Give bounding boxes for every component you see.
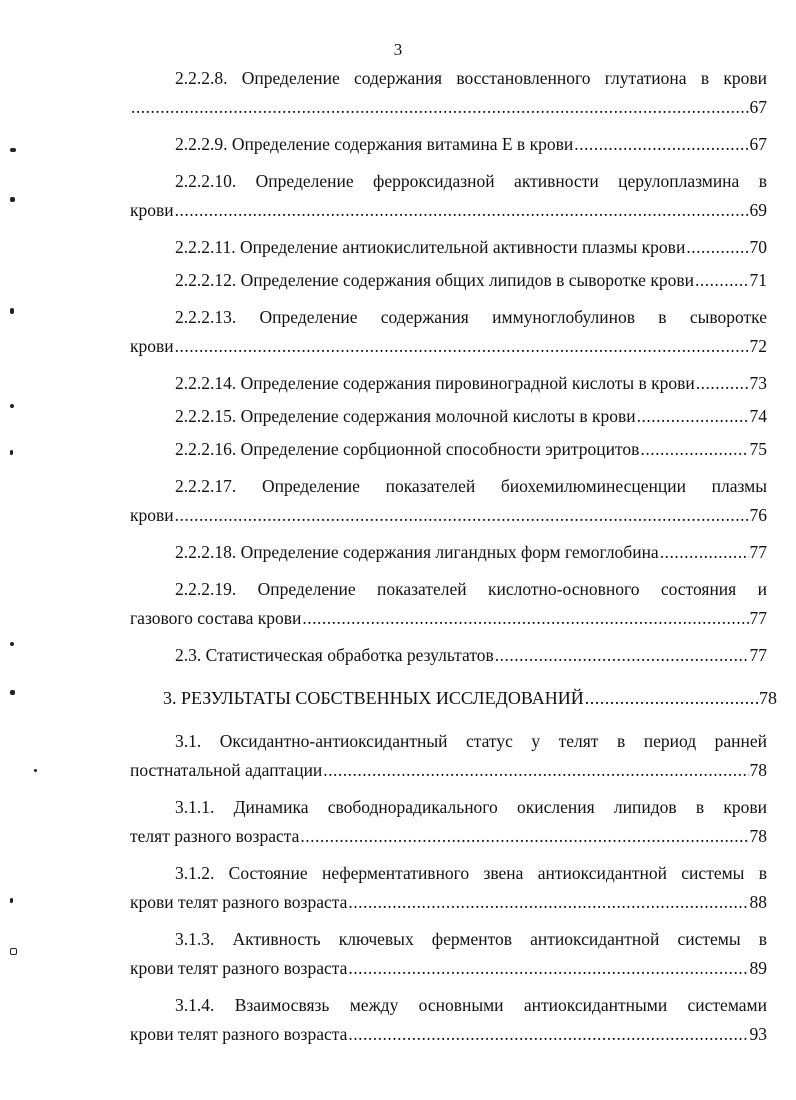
table-of-contents	[130, 64, 777, 1049]
toc-entry[interactable]	[130, 575, 767, 633]
toc-entry-title: 2.2.2.9. Определение содержания витамина Е в крови	[175, 134, 574, 154]
scan-speck	[10, 197, 15, 202]
toc-entry-title: 2.2.2.15. Определение содержания молочной кислоты в крови	[175, 406, 636, 426]
toc-entry-title: 3.1.2. Состояние неферментативного звена антиоксидантной системы в	[175, 863, 767, 883]
toc-page-number: 78	[749, 826, 767, 846]
toc-entry-title: 2.2.2.14. Определение содержания пировиноградной кислоты в крови	[175, 373, 695, 393]
dot-leader	[323, 756, 748, 785]
toc-page-number: 77	[749, 542, 767, 562]
toc-entry[interactable]	[130, 167, 767, 225]
toc-entry[interactable]	[130, 233, 767, 262]
toc-entry[interactable]	[130, 472, 767, 530]
toc-entry[interactable]	[130, 369, 767, 398]
scan-speck	[10, 404, 14, 408]
toc-page-number: 70	[749, 237, 767, 257]
toc-page-number: 89	[749, 958, 767, 978]
dot-leader	[640, 435, 748, 464]
dot-leader	[637, 402, 749, 431]
toc-entry-title: 2.2.2.8. Определение содержания восстановленного глутатиона в крови	[175, 68, 767, 88]
toc-chapter-title: 3. РЕЗУЛЬТАТЫ СОБСТВЕННЫХ ИССЛЕДОВАНИЙ	[163, 688, 584, 708]
toc-entry-title: 2.2.2.17. Определение показателей биохемилюминесценции плазмы	[175, 476, 767, 496]
toc-page-number: 75	[749, 439, 767, 459]
toc-entry[interactable]	[130, 402, 767, 431]
scan-speck	[10, 308, 14, 314]
toc-entry-title-cont: крови телят разного возраста	[130, 892, 348, 912]
dot-leader	[585, 684, 758, 713]
toc-page-number: 69	[749, 200, 767, 220]
toc-entry[interactable]	[130, 538, 767, 567]
toc-page-number: 67	[749, 134, 767, 154]
toc-entry-title: 3.1.3. Активность ключевых ферментов антиоксидантной системы в	[175, 929, 767, 949]
toc-entry-title-cont: телят разного возраста	[130, 826, 300, 846]
scan-speck	[10, 450, 13, 455]
dot-leader	[175, 196, 749, 225]
toc-entry-title: 2.2.2.10. Определение ферроксидазной активности церулоплазмина в	[175, 171, 767, 191]
scan-speck	[10, 690, 15, 695]
toc-entry-title: 3.1.4. Взаимосвязь между основными антиоксидантными системами	[175, 995, 767, 1015]
dot-leader	[131, 93, 749, 122]
toc-page-number: 93	[749, 1024, 767, 1044]
toc-chapter[interactable]	[130, 684, 777, 713]
scan-speck	[10, 948, 17, 955]
toc-entry-title: 2.3. Статистическая обработка результатов	[175, 645, 494, 665]
toc-page-number: 78	[749, 760, 767, 780]
scan-speck	[10, 642, 14, 646]
toc-entry-title-cont: крови телят разного возраста	[130, 1024, 348, 1044]
dot-leader	[348, 954, 748, 983]
toc-page-number: 77	[749, 608, 767, 628]
toc-page-number: 74	[749, 406, 767, 426]
toc-entry[interactable]	[130, 991, 767, 1049]
toc-entry-title-cont: крови	[130, 200, 174, 220]
scan-speck	[34, 769, 37, 772]
toc-entry[interactable]	[130, 925, 767, 983]
toc-entry-title: 3.1.1. Динамика свободнорадикального окисления липидов в крови	[175, 797, 767, 817]
toc-page-number: 72	[749, 336, 767, 356]
dot-leader	[348, 1020, 748, 1049]
toc-entry[interactable]	[130, 266, 767, 295]
toc-entry[interactable]	[130, 130, 767, 159]
toc-entry-title: 2.2.2.19. Определение показателей кислотно-основного состояния и	[175, 579, 767, 599]
dot-leader	[348, 888, 748, 917]
toc-page-number: 78	[759, 688, 777, 708]
scan-speck	[10, 898, 13, 903]
toc-entry[interactable]	[130, 793, 767, 851]
toc-page-number: 71	[749, 270, 767, 290]
dot-leader	[574, 130, 748, 159]
toc-entry[interactable]	[130, 303, 767, 361]
toc-entry[interactable]	[130, 859, 767, 917]
dot-leader	[175, 332, 749, 361]
toc-page-number: 76	[749, 505, 767, 525]
toc-page-number: 88	[749, 892, 767, 912]
dot-leader	[300, 822, 748, 851]
toc-entry-title: 2.2.2.18. Определение содержания лигандных форм гемоглобина	[175, 542, 659, 562]
toc-entry[interactable]	[130, 727, 767, 785]
toc-entry-title-cont: крови	[130, 336, 174, 356]
toc-page-number: 67	[749, 97, 767, 117]
toc-entry-title: 3.1. Оксидантно-антиоксидантный статус у телят в период ранней	[175, 731, 767, 751]
toc-entry[interactable]	[130, 435, 767, 464]
page-number: 3	[393, 40, 403, 59]
toc-entry-title-cont: постнатальной адаптации	[130, 760, 323, 780]
dot-leader	[686, 233, 748, 262]
dot-leader	[495, 641, 749, 670]
toc-page-number: 73	[749, 373, 767, 393]
scan-speck	[10, 148, 16, 152]
dot-leader	[175, 501, 749, 530]
dot-leader	[302, 604, 748, 633]
toc-entry-title: 2.2.2.13. Определение содержания иммуноглобулинов в сыворотке	[175, 307, 767, 327]
toc-entry[interactable]	[130, 64, 767, 122]
toc-entry-title-cont: крови	[130, 505, 174, 525]
dot-leader	[696, 369, 749, 398]
dot-leader	[660, 538, 749, 567]
toc-page-number: 77	[749, 645, 767, 665]
toc-entry-title-cont: газового состава крови	[130, 608, 302, 628]
toc-entry[interactable]	[130, 641, 767, 670]
dot-leader	[695, 266, 749, 295]
toc-entry-title-cont: крови телят разного возраста	[130, 958, 348, 978]
toc-entry-title: 2.2.2.12. Определение содержания общих липидов в сыворотке крови	[175, 270, 694, 290]
toc-entry-title: 2.2.2.16. Определение сорбционной способности эритроцитов	[175, 439, 640, 459]
toc-entry-title: 2.2.2.11. Определение антиокислительной активности плазмы крови	[175, 237, 686, 257]
